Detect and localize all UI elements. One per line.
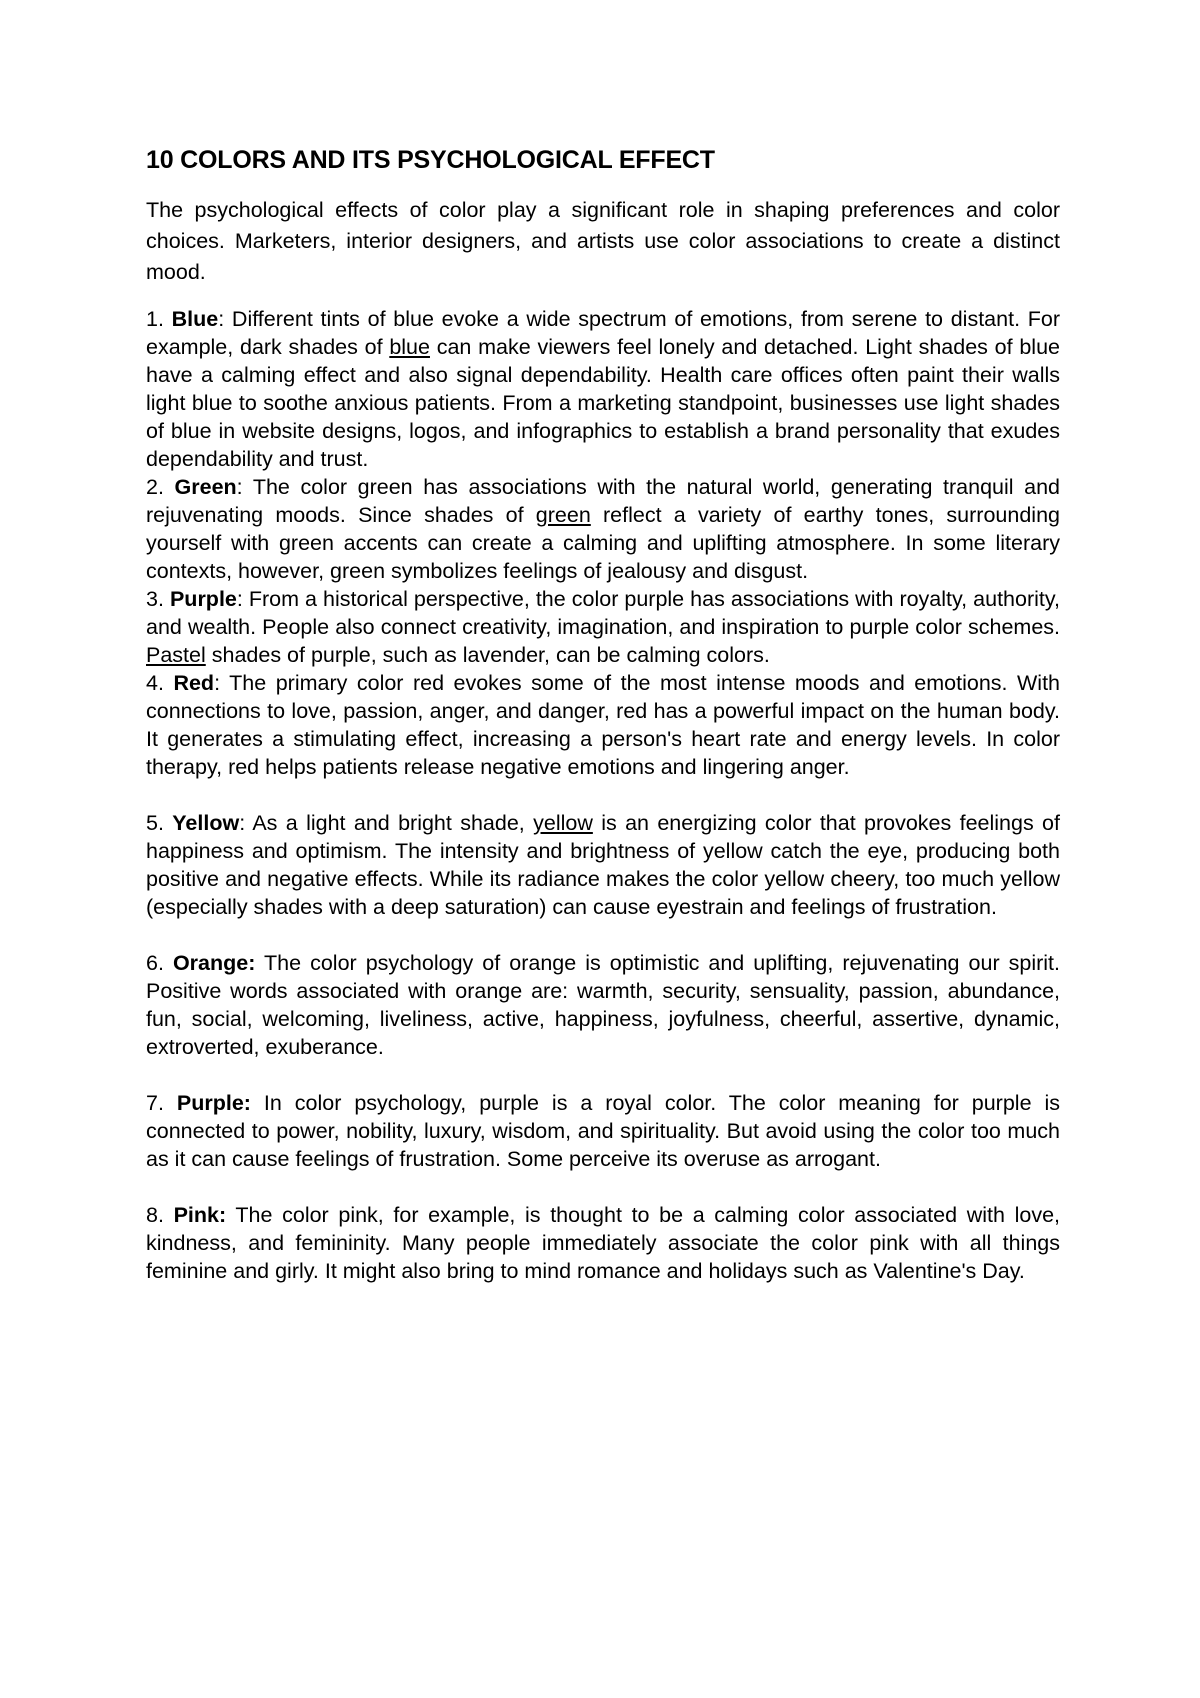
list-item-pink (146, 1201, 1060, 1285)
item-separator (251, 1091, 264, 1115)
item-separator: : (236, 587, 249, 611)
item-text: The color pink, for example, is thought to be a calming color associated with love, kindness, and femininity. Many people immediately associate the color pink with all things feminine and girly. It might also bring to mind romance and holidays such as Valentine's Day. (146, 1203, 1061, 1283)
item-text: The primary color red evokes some of the most intense moods and emotions. With connections to love, passion, anger, and danger, red has a powerful impact on the human body. It generates a stimulating effect, increasing a person's heart rate and energy levels. In color therapy, red helps patients release negative emotions and lingering anger. (146, 671, 1061, 779)
list-item-orange (146, 949, 1060, 1061)
item-text: The color psychology of orange is optimistic and uplifting, rejuvenating our spirit. Positive words associated with orange are: warmth, security, sensuality, passion, abundance, fun, social, welcoming, liveliness, active, happiness, joyfulness, cheerful, assertive, dynamic, extroverted, exuberance. (146, 951, 1060, 1059)
list-item-purple-2 (146, 1089, 1060, 1173)
list-item-yellow (146, 809, 1060, 921)
item-number: 4. (146, 671, 174, 695)
item-heading: Blue (171, 307, 219, 331)
list-item-purple (146, 585, 1060, 669)
item-heading: Pink: (173, 1203, 227, 1227)
item-number: 1. (146, 307, 172, 331)
item-text: In color psychology, purple is a royal color. The color meaning for purple is connected to power, nobility, luxury, wisdom, and spirituality. But avoid using the color too much as it can cause feelings of frustration. Some perceive its overuse as arrogant. (146, 1091, 1060, 1171)
item-text-continued: can make viewers feel lonely and detached. Light shades of blue have a calming effect and also signal dependability. Health care offices often paint their walls light blue to soothe anxious patients. From a marketing standpoint, businesses use light shades of blue in website designs, logos, and infographics to establish a brand personality that exudes dependability and trust. (146, 335, 1060, 471)
item-text-continued: reflect a variety of earthy tones, surrounding yourself with green accents can create a calming and uplifting atmosphere. In some literary contexts, however, green symbolizes feelings of jealousy and disgust. (146, 503, 1060, 583)
item-number: 3. (146, 587, 170, 611)
item-heading: Purple (169, 587, 237, 611)
item-separator: : (214, 671, 230, 695)
link-green[interactable]: green (535, 503, 591, 527)
item-number: 6. (146, 951, 173, 975)
item-separator (255, 951, 264, 975)
item-number: 8. (146, 1203, 174, 1227)
item-heading: Red (173, 671, 215, 695)
item-heading: Purple: (176, 1091, 251, 1115)
list-item-red (146, 669, 1060, 781)
item-text: As a light and bright shade, (252, 811, 534, 835)
intro-paragraph: The psychological effects of color play a significant role in shaping preferences and color choices. Marketers, interior designers, and artists use color associations to create a distinct mood. (146, 198, 1060, 284)
item-number: 5. (146, 811, 173, 835)
link-pastel[interactable]: Pastel (146, 643, 206, 667)
item-heading: Green (174, 475, 237, 499)
item-text-continued: shades of purple, such as lavender, can be calming colors. (205, 643, 770, 667)
item-text: Different tints of blue evoke a wide spectrum of emotions, from serene to distant. For example, dark shades of (146, 307, 1060, 359)
page-title: 10 COLORS AND ITS PSYCHOLOGICAL EFFECT (146, 146, 715, 174)
item-number: 7. (146, 1091, 177, 1115)
item-number: 2. (146, 475, 175, 499)
item-text: The color green has associations with the natural world, generating tranquil and rejuvenating moods. Since shades of (146, 475, 1061, 527)
item-separator: : (239, 811, 253, 835)
list-item-green (146, 473, 1060, 585)
item-separator: : (218, 307, 232, 331)
item-separator: : (236, 475, 253, 499)
item-text-continued: is an energizing color that provokes feelings of happiness and optimism. The intensity and brightness of yellow catch the eye, producing both positive and negative effects. While its radiance makes the color yellow cheery, too much yellow (especially shades with a deep saturation) can cause eyestrain and feelings of frustration. (146, 811, 1060, 919)
link-yellow[interactable]: yellow (533, 811, 593, 835)
item-heading: Yellow (172, 811, 240, 835)
item-heading: Orange: (172, 951, 256, 975)
link-blue[interactable]: blue (389, 335, 430, 359)
color-list (146, 305, 1060, 1285)
list-item-blue (146, 305, 1060, 473)
item-text: From a historical perspective, the color purple has associations with royalty, authority, and wealth. People also connect creativity, imagination, and inspiration to purple color schemes. (146, 587, 1061, 639)
